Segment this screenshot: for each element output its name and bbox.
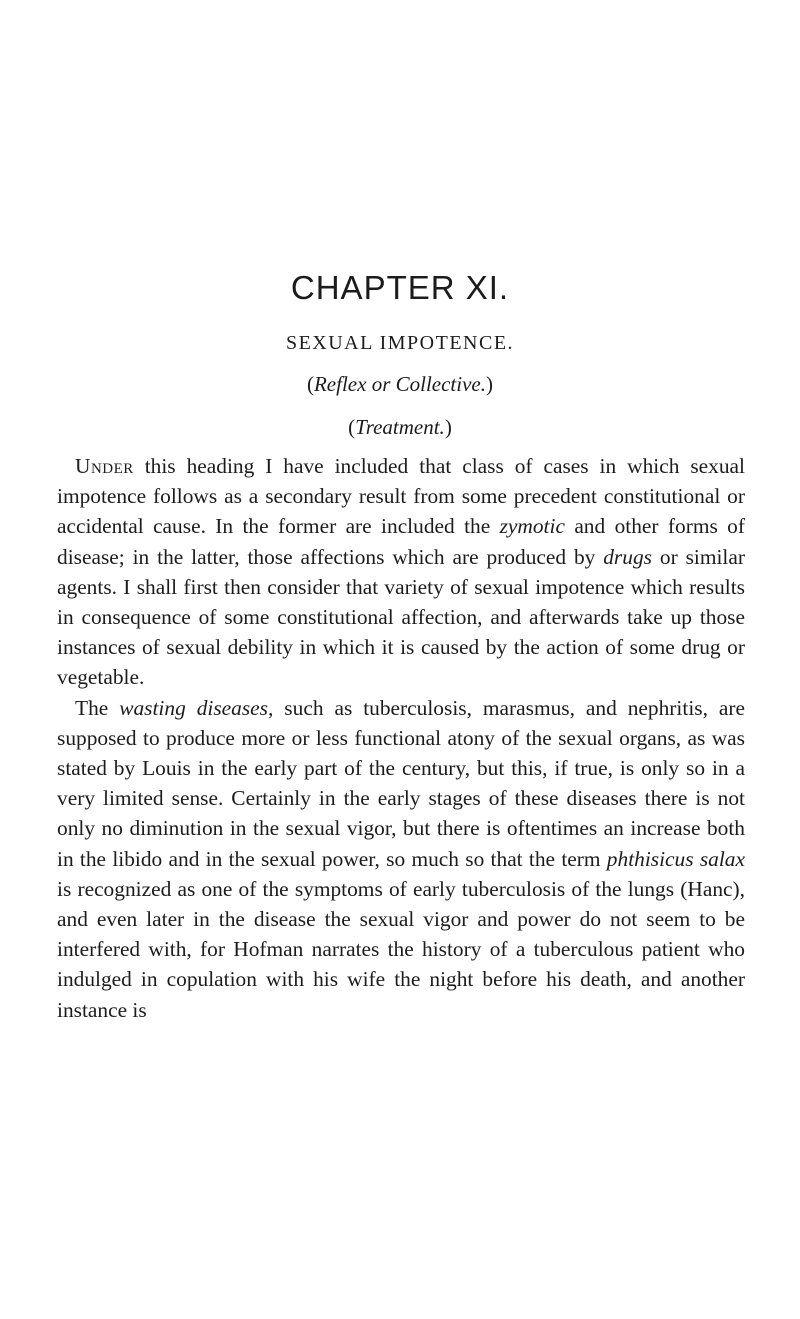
subtitle-reflex [0,370,800,398]
chapter-title: CHAPTER XI. [290,269,510,306]
open-paren: ( [306,372,314,396]
subtitle-treatment [0,413,800,441]
subtitle-reflex-text: Reflex or Collective. [313,372,486,396]
paragraph-2-italic-2: phthisicus salax [606,846,745,871]
section-heading: SEXUAL IMPOTENCE. [285,332,515,354]
paragraph-2-italic-1: wasting diseases, [119,695,274,720]
paragraph-1-italic-2: drugs [603,544,652,569]
close-paren: ) [486,372,493,396]
paragraph-1-text-1: this heading I have included that class of cases in which sexual impotence follows as a secondary result from some precedent constitutional or accidental cause. In the former are included the [57,454,745,539]
subtitle-treatment-text: Treatment. [355,415,445,439]
lead-word: Under [75,454,134,478]
paragraph-1-italic-1: zymotic [499,514,565,539]
paragraph-1-text-2: and other forms of disease; in the latter, those affections which are produced by [57,514,745,569]
close-paren: ) [444,415,452,439]
paragraph-2 [57,693,745,1025]
paragraph-2-text-1: The [75,695,120,720]
paragraph-2-text-3: is recognized as one of the symptoms of early tuberculosis of the lungs (Hanc), and even later in the disease the sexual vigor and power do not seem to be interfered with, for Hofman narrates the history of a tuberculous patient who indulged in copulation with his wife the night before his death, and another instance is [57,876,745,1022]
paragraph-1-text-3: or similar agents. I shall first then consider that variety of sexual impotence which results in consequence of some constitutional affection, and afterwards take up those instances of sexual debility in which it is caused by the action of some drug or vegetable. [57,544,745,690]
body-text [57,451,745,1025]
paragraph-2-text-2: such as tuberculosis, marasmus, and nephritis, are supposed to produce more or less functional atony of the sexual organs, as was stated by Louis in the early part of the century, but this, if true, is only so in a very limited sense. Certainly in the early stages of these diseases there is not only no diminution in the sexual vigor, but there is oftentimes an increase both in the libido and in the sexual power, so much so that the term [57,695,745,871]
open-paren: ( [348,415,356,439]
paragraph-1 [57,451,745,693]
